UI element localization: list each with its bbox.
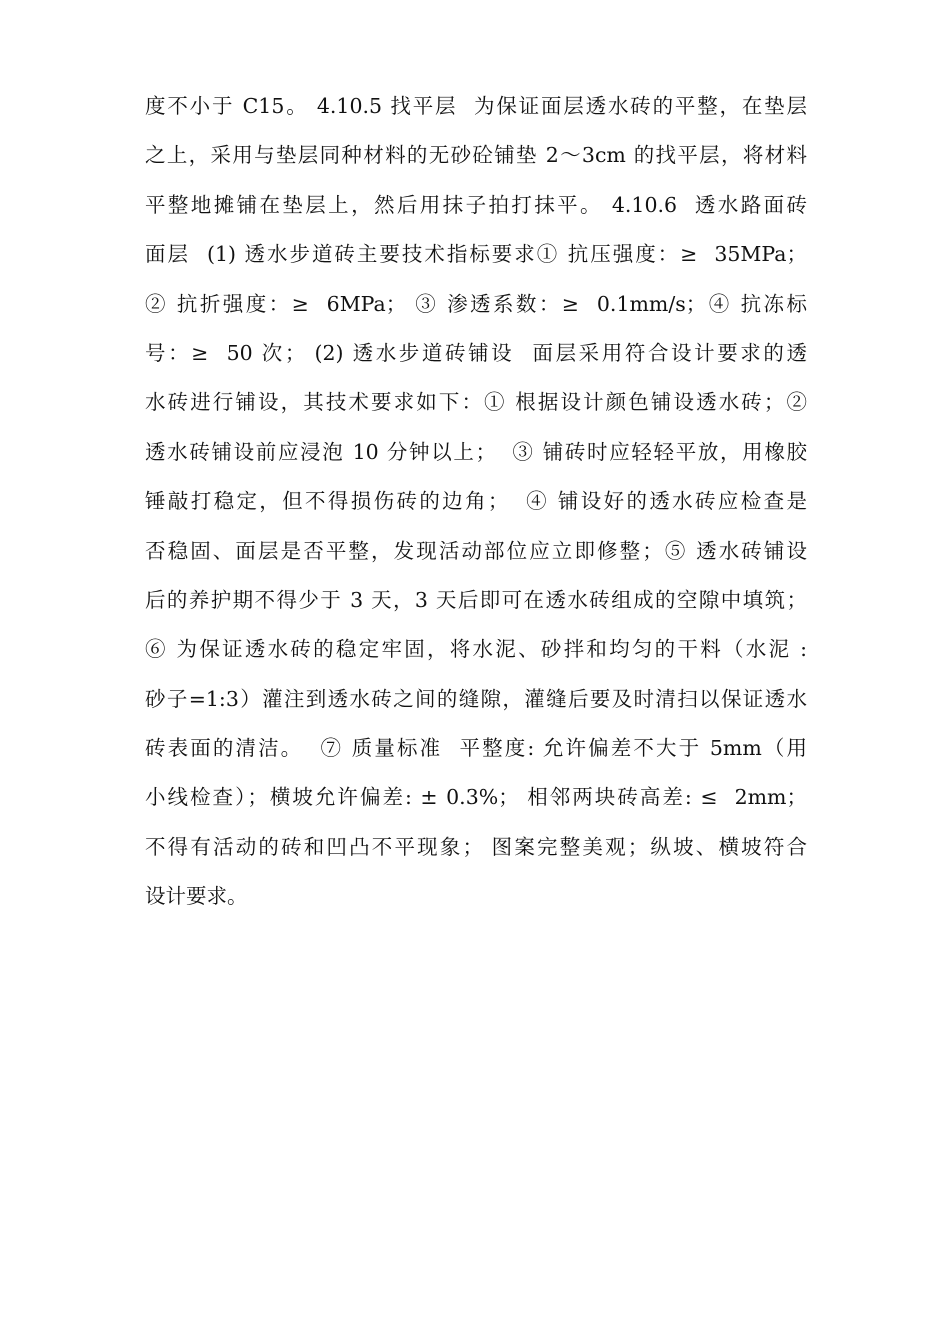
text-line: 小线检查）；横坡允许偏差: ± 0.3%； 相邻两块砖高差: ≤ 2mm； — [145, 785, 807, 810]
text-line: 锤敲打稳定，但不得损伤砖的边角； ④ 铺设好的透水砖应检查是 — [145, 489, 807, 514]
text-line: 后的养护期不得少于 3 天，3 天后即可在透水砖组成的空隙中填筑； — [145, 587, 807, 612]
text-line: 面层 (1) 透水步道砖主要技术指标要求① 抗压强度：≥ 35MPa； — [145, 242, 807, 267]
body-text — [145, 82, 807, 922]
text-line: 之上，采用与垫层同种材料的无砂砼铺垫 2～3cm 的找平层，将材料 — [145, 143, 807, 168]
text-line: 设计要求。 — [145, 884, 248, 909]
text-line: 水砖进行铺设，其技术要求如下：① 根据设计颜色铺设透水砖；② — [145, 390, 807, 415]
text-line: ② 抗折强度：≥ 6MPa； ③ 渗透系数：≥ 0.1mm/s；④ 抗冻标 — [145, 291, 807, 316]
text-line: ⑥ 为保证透水砖的稳定牢固，将水泥、砂拌和均匀的干料（水泥 : — [145, 637, 807, 662]
text-line: 砂子=1:3）灌注到透水砖之间的缝隙，灌缝后要及时清扫以保证透水 — [145, 686, 807, 711]
text-line: 度不小于 C15。 4.10.5 找平层 为保证面层透水砖的平整，在垫层 — [145, 94, 807, 118]
text-line: 平整地摊铺在垫层上，然后用抹子拍打抹平。 4.10.6 透水路面砖 — [145, 192, 807, 217]
text-line: 否稳固、面层是否平整，发现活动部位应立即修整；⑤ 透水砖铺设 — [145, 538, 807, 563]
text-line: 号：≥ 50 次； (2) 透水步道砖铺设 面层采用符合设计要求的透 — [145, 340, 807, 365]
text-line: 砖表面的清洁。 ⑦ 质量标准 平整度: 允许偏差不大于 5mm（用 — [145, 736, 807, 761]
text-line: 不得有活动的砖和凹凸不平现象； 图案完整美观；纵坡、横坡符合 — [145, 834, 807, 859]
text-line: 透水砖铺设前应浸泡 10 分钟以上； ③ 铺砖时应轻轻平放，用橡胶 — [145, 439, 807, 464]
